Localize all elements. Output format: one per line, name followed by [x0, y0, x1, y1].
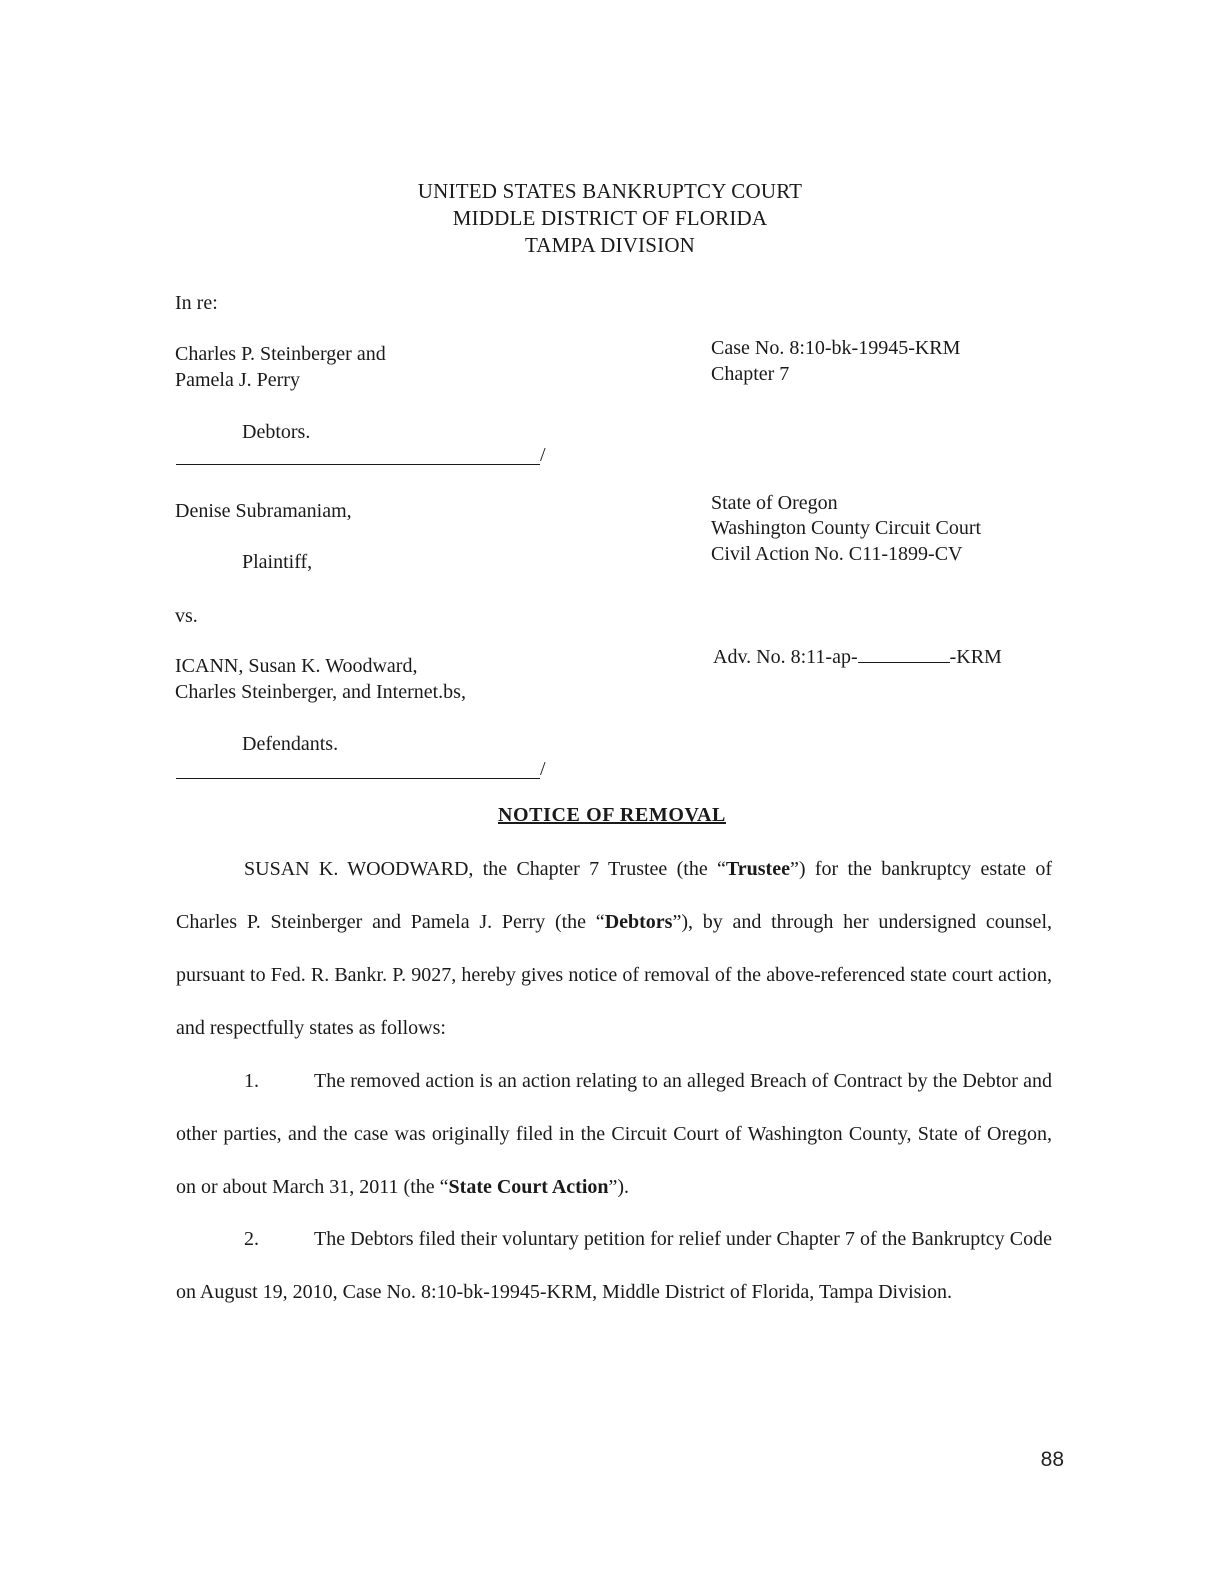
- adversary-number-suffix: -KRM: [949, 646, 1002, 668]
- plaintiff-name: Denise Subramaniam,: [175, 500, 352, 522]
- court-header: [300, 178, 920, 259]
- trustee-term: Trustee: [725, 858, 790, 880]
- debtors-term: Debtors: [604, 911, 673, 933]
- paragraph-1-text-b: ”).: [608, 1176, 630, 1198]
- chapter-label: Chapter 7: [711, 363, 790, 385]
- numbered-paragraph-1: [176, 1055, 1052, 1214]
- intro-text-3: ”), by and through her undersigned counsel, pursuant to Fed. R. Bankr. P. 9027, hereby gives notice of removal of the above-referenced state court action, and respectfully states as follows:: [176, 911, 1052, 1039]
- debtor-name-line1: Charles P. Steinberger and: [175, 343, 386, 365]
- versus-label: vs.: [175, 605, 198, 627]
- case-number: Case No. 8:10-bk-19945-KRM: [711, 337, 961, 359]
- court-division: TAMPA DIVISION: [524, 233, 696, 257]
- adversary-number-prefix: Adv. No. 8:11-ap-: [713, 646, 858, 668]
- defendants-line1: ICANN, Susan K. Woodward,: [175, 655, 418, 677]
- paragraph-1-number: 1.: [244, 1070, 259, 1092]
- caption-slash-2: /: [540, 758, 546, 780]
- caption-divider-2: [176, 778, 540, 779]
- state-court-line1: State of Oregon: [711, 492, 838, 514]
- plaintiff-label: Plaintiff,: [242, 551, 313, 573]
- state-court-line2: Washington County Circuit Court: [711, 517, 982, 539]
- numbered-paragraph-2: [176, 1213, 1052, 1319]
- caption-slash-1: /: [540, 444, 546, 466]
- document-title: NOTICE OF REMOVAL: [497, 804, 726, 826]
- defendants-label: Defendants.: [242, 733, 339, 755]
- intro-paragraph: [176, 843, 1052, 1055]
- adversary-number: [713, 644, 1002, 670]
- paragraph-2-number: 2.: [244, 1228, 259, 1250]
- paragraph-2-text: The Debtors filed their voluntary petition for relief under Chapter 7 of the Bankruptcy Code on August 19, 2010, Case No. 8:10-bk-19945-KRM, Middle District of Florida, Tampa Division.: [176, 1228, 1052, 1303]
- state-court-line3: Civil Action No. C11-1899-CV: [711, 543, 963, 565]
- debtor-name-line2: Pamela J. Perry: [175, 369, 300, 391]
- paragraph-1-text-a: The removed action is an action relating to an alleged Breach of Contract by the Debtor and other parties, and the case was originally filed in the Circuit Court of Washington County, State of Oregon, on or about March 31, 2011 (the “: [176, 1070, 1052, 1198]
- intro-text-2: ”) for the bankruptcy estate of Charles P. Steinberger and Pamela J. Perry (the “: [176, 858, 1052, 933]
- in-re-label: In re:: [175, 292, 218, 314]
- court-name: UNITED STATES BANKRUPTCY COURT: [417, 179, 803, 203]
- caption-divider-1: [176, 464, 540, 465]
- court-district: MIDDLE DISTRICT OF FLORIDA: [452, 206, 768, 230]
- intro-text-1: SUSAN K. WOODWARD, the Chapter 7 Trustee (the “: [244, 858, 726, 880]
- defendants-line2: Charles Steinberger, and Internet.bs,: [175, 681, 466, 703]
- debtors-label: Debtors.: [242, 421, 311, 443]
- adversary-number-blank: [858, 644, 950, 663]
- page-number: 88: [1040, 1448, 1064, 1471]
- state-court-action-term: State Court Action: [448, 1176, 609, 1198]
